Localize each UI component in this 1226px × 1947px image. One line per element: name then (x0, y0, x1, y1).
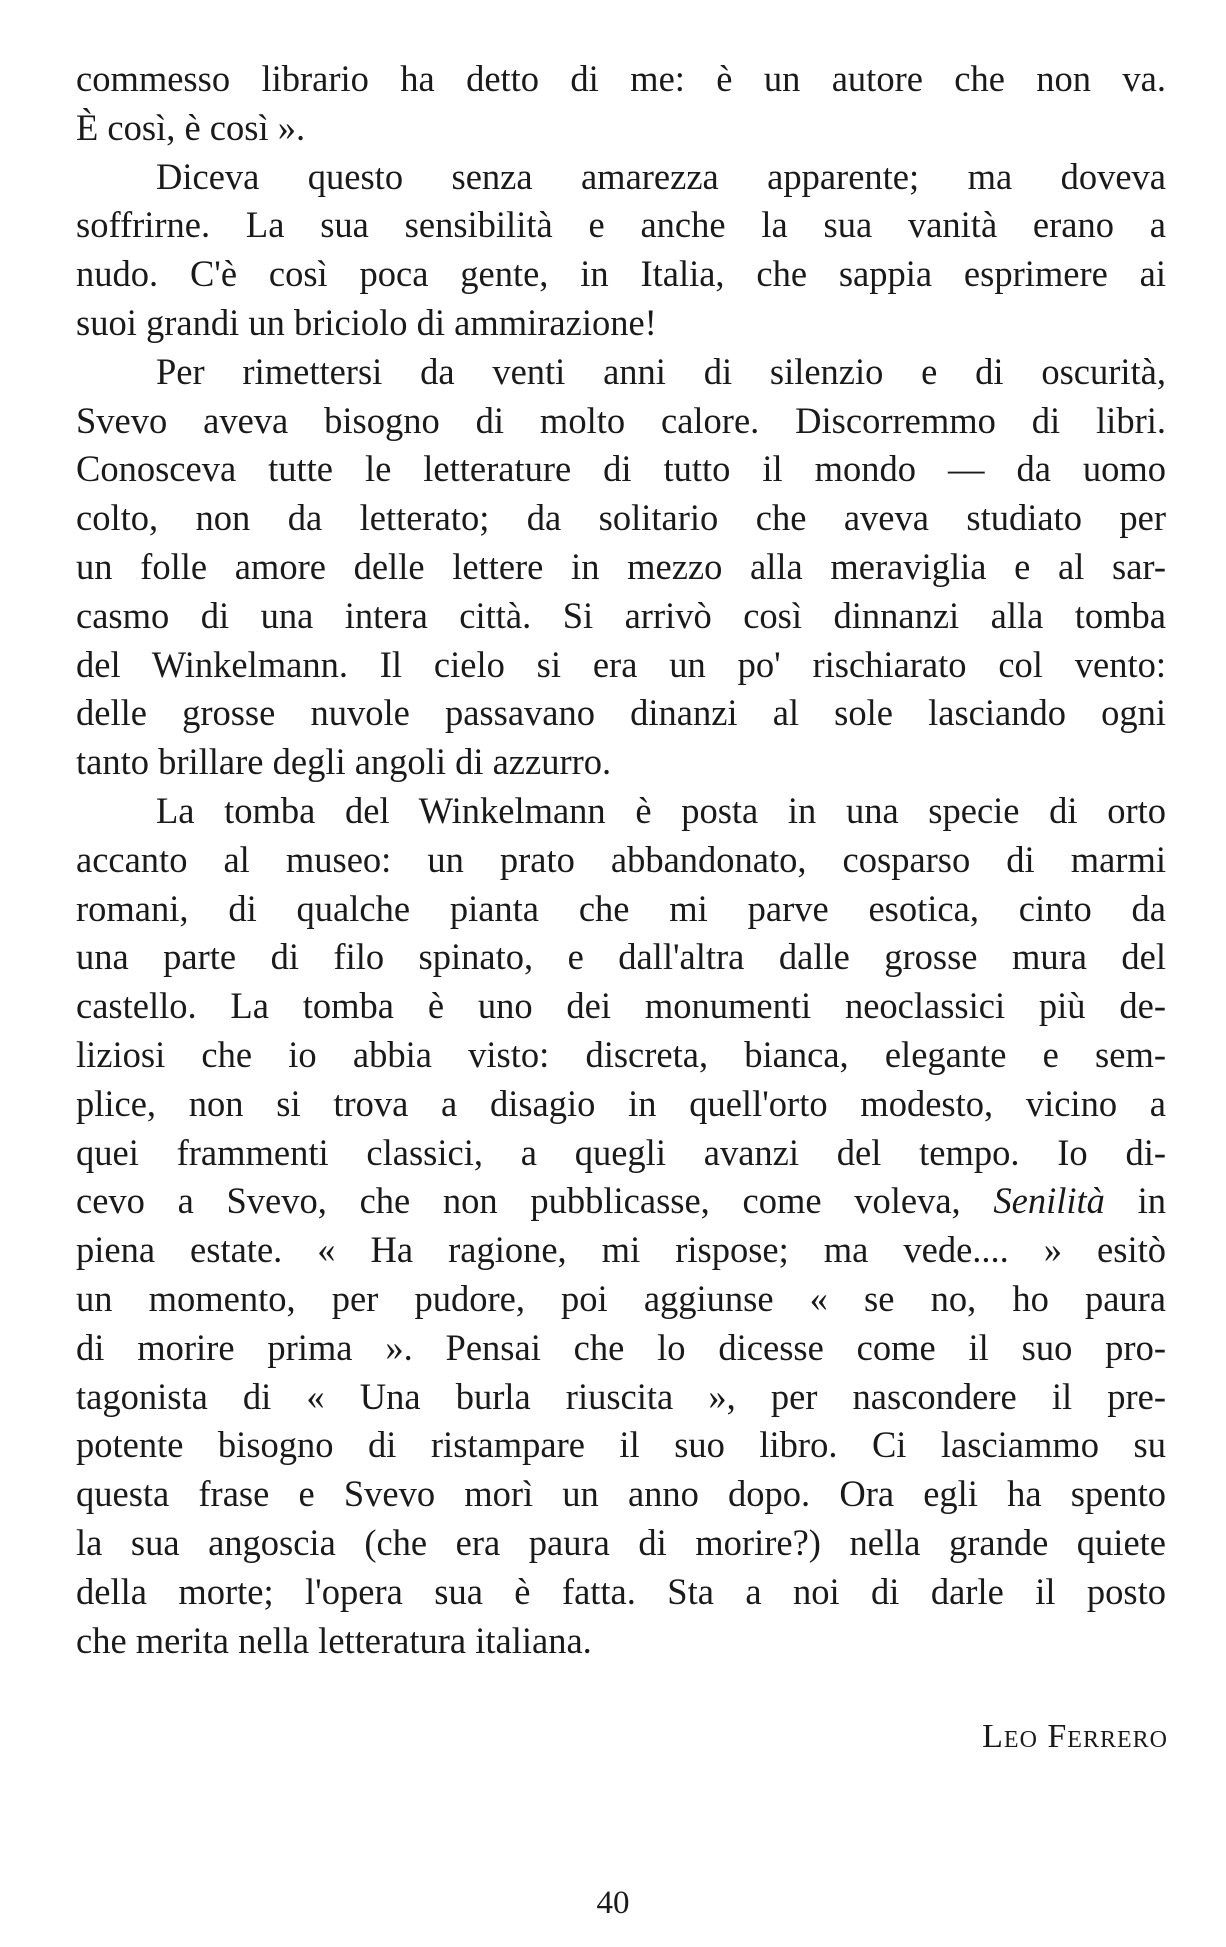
paragraph (76, 153, 1166, 348)
text-line: la sua angoscia (che era paura di morire?) nella grande quiete (76, 1521, 1166, 1563)
text-line: plice, non si trova a disagio in quell'orto modesto, vicino a (76, 1082, 1166, 1124)
text-line: del Winkelmann. Il cielo si era un po' rischiarato col vento: (76, 643, 1166, 685)
page-number: 40 (596, 1885, 630, 1921)
paragraph (76, 55, 1166, 153)
body-text (76, 55, 1166, 1665)
text-line: Diceva questo senza amarezza apparente; ma doveva (156, 155, 1166, 197)
text-line: accanto al museo: un prato abbandonato, cosparso di marmi (76, 838, 1166, 880)
text-line: casmo di una intera città. Si arrivò così dinnanzi alla tomba (76, 594, 1166, 636)
text-line: È così, è così ». (76, 106, 306, 148)
text-line: un folle amore delle lettere in mezzo alla meraviglia e al sar- (76, 545, 1166, 587)
text-line: La tomba del Winkelmann è posta in una specie di orto (156, 789, 1166, 831)
text-line: potente bisogno di ristampare il suo libro. Ci lasciammo su (76, 1424, 1166, 1466)
text-line: castello. La tomba è uno dei monumenti neoclassici più de- (76, 985, 1166, 1027)
text-line: una parte di filo spinato, e dall'altra dalle grosse mura del (76, 936, 1166, 978)
text-line: della morte; l'opera sua è fatta. Sta a noi di darle il posto (76, 1570, 1166, 1612)
text-line: nudo. C'è così poca gente, in Italia, che sappia esprimere ai (76, 253, 1166, 295)
text-line: quei frammenti classici, a quegli avanzi del tempo. Io di- (76, 1131, 1166, 1173)
text-line: soffrirne. La sua sensibilità e anche la sua vanità erano a (76, 204, 1166, 246)
paragraph (76, 787, 1166, 1665)
text-line: che merita nella letteratura italiana. (76, 1619, 592, 1661)
text-line: tanto brillare degli angoli di azzurro. (76, 741, 612, 783)
text-line: tagonista di « Una burla riuscita », per nascondere il pre- (76, 1375, 1166, 1417)
text-line: di morire prima ». Pensai che lo dicesse come il suo pro- (76, 1326, 1166, 1368)
text-line: questa frase e Svevo morì un anno dopo. Ora egli ha spento (76, 1473, 1166, 1515)
paragraph (76, 348, 1166, 787)
text-line: delle grosse nuvole passavano dinanzi al sole lasciando ogni (76, 692, 1166, 734)
book-title: Senilità (993, 1180, 1105, 1222)
text-line: colto, non da letterato; da solitario che aveva studiato per (76, 497, 1166, 539)
text-line: cevo a Svevo, che non pubblicasse, come voleva, Senilità in (76, 1180, 1166, 1222)
text-line: suoi grandi un briciolo di ammirazione! (76, 301, 657, 343)
text-line: liziosi che io abbia visto: discreta, bianca, elegante e sem- (76, 1033, 1166, 1075)
text-line: un momento, per pudore, poi aggiunse « se no, ho paura (76, 1277, 1166, 1319)
text-line: Svevo aveva bisogno di molto calore. Discorremmo di libri. (76, 399, 1166, 441)
text-line: commesso librario ha detto di me: è un autore che non va. (76, 58, 1166, 99)
text-line: piena estate. « Ha ragione, mi rispose; ma vede.... » esitò (76, 1229, 1166, 1271)
text-line: Per rimettersi da venti anni di silenzio e di oscurità, (156, 350, 1166, 392)
text-line: Conosceva tutte le letterature di tutto il mondo — da uomo (76, 448, 1166, 490)
text-line: romani, di qualche pianta che mi parve esotica, cinto da (76, 887, 1166, 929)
author-signature: Leo Ferrero (982, 1718, 1168, 1755)
